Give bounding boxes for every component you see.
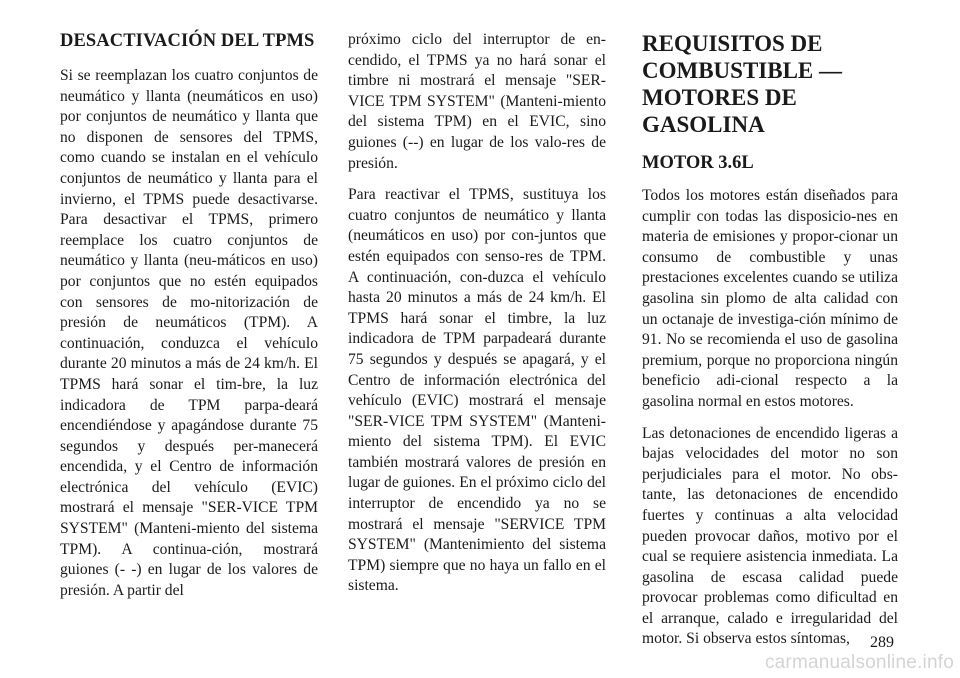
column-right <box>642 30 898 661</box>
paragraph: próximo ciclo del interruptor de en-cendido, el TPMS ya no hará sonar el timbre ni mostrará el mensaje "SER-VICE TPM SYSTEM" (Manteni-miento del sistema TPM) en el EVIC, sino guiones (--) en lugar de los valo-res de presión. <box>348 31 606 172</box>
watermark: carmanualsonline.info <box>764 652 954 673</box>
paragraph: Para reactivar el TPMS, sustituya los cuatro conjuntos de neumático y llanta (neumáticos en uso) por con-juntos que estén equipados con senso-res de TPM. A continuación, con-duzca el vehículo hasta 20 minutos a más de 24 km/h. El TPMS hará sonar el timbre, la luz indicadora de TPM parpadeará durante 75 segundos y después se apagará, y el Centro de información electrónica del vehículo (EVIC) mostrará el mensaje "SER-VICE TPM SYSTEM" (Manteni-miento del sistema TPM). El EVIC también mostrará valores de presión en lugar de guiones. En el próximo ciclo del interruptor de encendido ya no se mostrará el mensaje "SERVICE TPM SYSTEM" (Mantenimiento del sistema TPM) siempre que no haya un fallo en el sistema. <box>348 186 606 595</box>
section-heading-tpms-deactivation: DESACTIVACIÓN DEL TPMS <box>60 31 315 51</box>
column-left <box>60 30 318 612</box>
paragraph: Las detonaciones de encendido ligeras a bajas velocidades del motor no son perjudiciales para el motor. No obs-tante, las detonaciones de encendido fuertes y continuas a alta velocidad pueden provocar daños, motivo por el cual se requiere asistencia inmediata. La gasolina de escasa calidad puede provocar problemas como dificultad en el arranque, calado e irregularidad del motor. Si observa estos síntomas, <box>642 424 898 648</box>
section-heading-fuel-requirements: REQUISITOS DE COMBUSTIBLE — MOTORES DE GASOLINA <box>642 31 843 137</box>
paragraph: Si se reemplazan los cuatro conjuntos de neumático y llanta (neumáticos en uso) por conjuntos de neumático y llanta que no disponen de sensores del TPMS, como cuando se instalan en el vehículo conjuntos de neumático y llanta para el invierno, el TPMS puede desactivarse. Para desactivar el TPMS, primero reemplace los cuatro conjuntos de neumático y llanta (neu-máticos en uso) por conjuntos que no estén equipados con sensores de mo-nitorización de presión de neumáticos (TPM). A continuación, conduzca el vehículo durante 20 minutos a más de 24 km/h. El TPMS hará sonar el tim-bre, la luz indicadora de TPM parpa-deará encendiéndose y apagándose durante 75 segundos y después per-manecerá encendida, y el Centro de información electrónica del vehículo (EVIC) mostrará el mensaje "SER-VICE TPM SYSTEM" (Manteni-miento del sistema TPM). A continua-ción, mostrará guiones (- -) en lugar de los valores de presión. A partir del <box>60 67 318 599</box>
page-number: 289 <box>870 634 894 651</box>
column-middle <box>348 30 606 608</box>
subheading-engine: MOTOR 3.6L <box>642 153 754 173</box>
paragraph: Todos los motores están diseñados para cumplir con todas las disposicio-nes en materia de emisiones y propor-cionar un consumo de combustible y unas prestaciones excelentes cuando se utiliza gasolina sin plomo de alta calidad con un octanaje de investiga-ción mínimo de 91. No se recomienda el uso de gasolina premium, porque no proporciona ningún beneficio adi-cional respecto a la gasolina normal en estos motores. <box>642 187 898 410</box>
